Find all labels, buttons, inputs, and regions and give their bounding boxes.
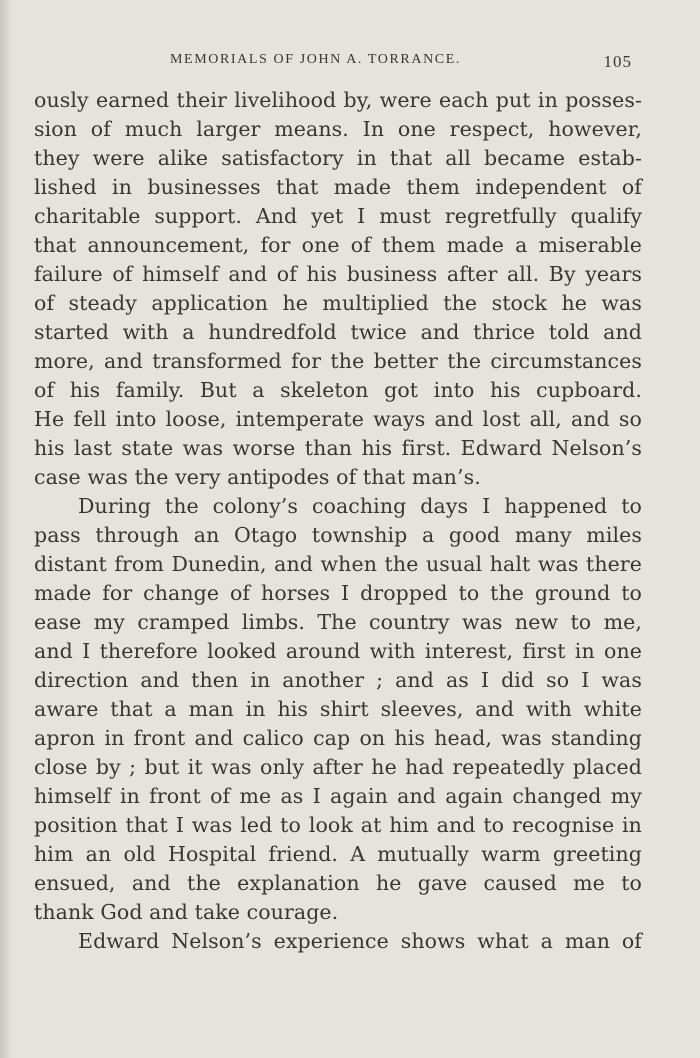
text-line: pass through an Otago township a good many miles xyxy=(34,523,642,547)
text-line: case was the very antipodes of that man’s. xyxy=(34,465,481,489)
text-line: and I therefore looked around with interest, first in one xyxy=(34,639,642,663)
text-line: direction and then in another ; and as I did so I was xyxy=(34,668,642,692)
text-line: they were alike satisfactory in that all became estab- xyxy=(34,146,642,170)
text-line: of his family. But a skeleton got into his cupboard. xyxy=(34,378,642,402)
paragraph-first-line: Edward Nelson’s experience shows what a man of xyxy=(78,929,642,953)
paragraph-first-line: During the colony’s coaching days I happened to xyxy=(78,494,642,518)
text-line: apron in front and calico cap on his head, was standing xyxy=(34,726,642,750)
text-line: thank God and take courage. xyxy=(34,900,339,924)
text-line: started with a hundredfold twice and thrice told and xyxy=(34,320,642,344)
text-line: more, and transformed for the better the circumstances xyxy=(34,349,642,373)
text-line: position that I was led to look at him and to recognise in xyxy=(34,813,642,837)
page-gutter-shadow xyxy=(0,0,12,1058)
running-head: MEMORIALS OF JOHN A. TORRANCE. xyxy=(170,52,461,67)
text-line: ease my cramped limbs. The country was new to me, xyxy=(34,610,642,634)
page-number: 105 xyxy=(603,52,632,71)
text-line: of steady application he multiplied the stock he was xyxy=(34,291,642,315)
text-line: sion of much larger means. In one respect, however, xyxy=(34,117,642,141)
text-line: that announcement, for one of them made a miserable xyxy=(34,233,642,257)
page-header xyxy=(34,52,634,74)
text-line: his last state was worse than his first. Edward Nelson’s xyxy=(34,436,642,460)
text-line: distant from Dunedin, and when the usual halt was there xyxy=(34,552,642,576)
text-line: charitable support. And yet I must regretfully qualify xyxy=(34,204,642,228)
text-line: ously earned their livelihood by, were each put in posses- xyxy=(34,88,642,112)
text-line: He fell into loose, intemperate ways and lost all, and so xyxy=(34,407,642,431)
text-line: lished in businesses that made them independent of xyxy=(34,175,642,199)
text-line: ensued, and the explanation he gave caused me to xyxy=(34,871,642,895)
body-text xyxy=(34,86,642,956)
text-line: close by ; but it was only after he had repeatedly placed xyxy=(34,755,642,779)
text-line: aware that a man in his shirt sleeves, and with white xyxy=(34,697,642,721)
text-line: himself in front of me as I again and again changed my xyxy=(34,784,642,808)
text-line: made for change of horses I dropped to the ground to xyxy=(34,581,642,605)
text-line: failure of himself and of his business after all. By years xyxy=(34,262,642,286)
text-line: him an old Hospital friend. A mutually warm greeting xyxy=(34,842,642,866)
